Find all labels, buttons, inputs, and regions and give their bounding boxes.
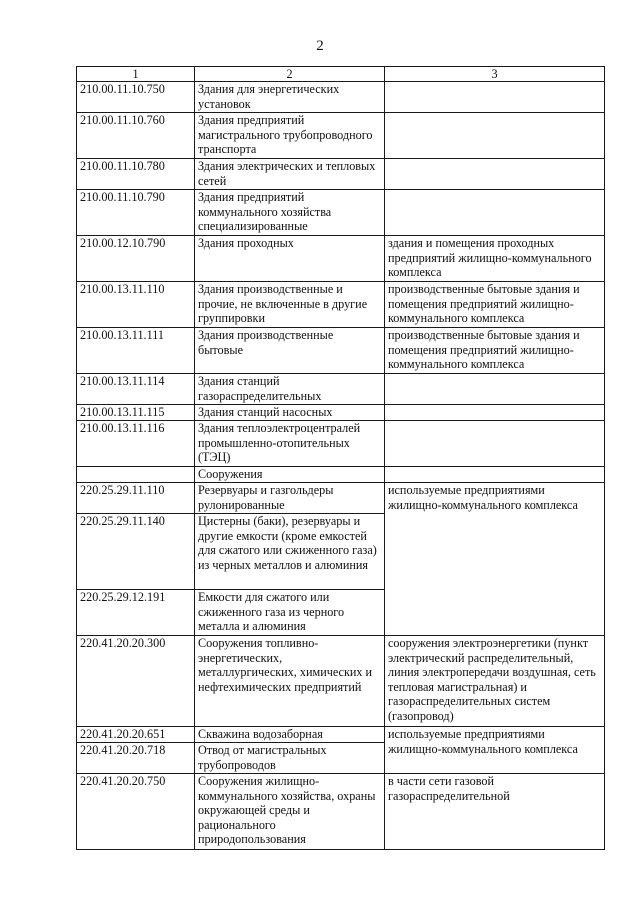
row-desc: сооружения электроэнергетики (пункт электрический распределительный, линия электропередачи воздушная, сеть тепловая магистральная) и газораспределительных систем (газопровод) <box>385 636 605 727</box>
row-name: Здания производственные и прочие, не включенные в другие группировки <box>195 282 385 328</box>
row-code <box>77 467 195 483</box>
row-desc-merged: используемые предприятиями жилищно-коммунального комплекса <box>385 727 605 774</box>
table-row <box>77 421 605 467</box>
row-desc <box>385 374 605 405</box>
row-code: 210.00.13.11.116 <box>77 421 195 467</box>
row-name: Здания электрических и тепловых сетей <box>195 159 385 190</box>
row-code: 220.25.29.11.140 <box>77 514 195 590</box>
row-name: Сооружения жилищно-коммунального хозяйства, охраны окружающей среды и рационального природопользования <box>195 774 385 850</box>
row-name: Скважина водозаборная <box>195 727 385 743</box>
row-code: 210.00.13.11.111 <box>77 328 195 374</box>
row-desc-merged: используемые предприятиями жилищно-коммунального комплекса <box>385 483 605 636</box>
table-row <box>77 82 605 113</box>
row-desc: здания и помещения проходных предприятий жилищно-коммунального комплекса <box>385 236 605 282</box>
column-header-2: 2 <box>195 67 385 82</box>
row-desc: в части сети газовой газораспределительной <box>385 774 605 850</box>
row-name: Здания станций насосных <box>195 405 385 421</box>
row-name: Здания теплоэлектроцентралей промышленно-отопительных (ТЭЦ) <box>195 421 385 467</box>
row-code: 210.00.11.10.790 <box>77 190 195 236</box>
row-code: 220.25.29.11.110 <box>77 483 195 514</box>
row-code: 210.00.11.10.750 <box>77 82 195 113</box>
row-code: 220.41.20.20.718 <box>77 743 195 774</box>
row-name: Емкости для сжатого или сжиженного газа из черного металла и алюминия <box>195 590 385 636</box>
table-row <box>77 405 605 421</box>
row-name: Здания предприятий коммунального хозяйства специализированные <box>195 190 385 236</box>
row-code: 210.00.12.10.790 <box>77 236 195 282</box>
row-code: 210.00.11.10.760 <box>77 113 195 159</box>
table-row <box>77 159 605 190</box>
row-name: Цистерны (баки), резервуары и другие емкости (кроме емкостей для сжатого или сжиженного газа) из черных металлов и алюминия <box>195 514 385 590</box>
table-row <box>77 190 605 236</box>
table-row <box>77 282 605 328</box>
table-row <box>77 727 605 743</box>
table-header-row <box>77 67 605 82</box>
row-code: 210.00.13.11.114 <box>77 374 195 405</box>
row-code: 210.00.11.10.780 <box>77 159 195 190</box>
row-desc <box>385 405 605 421</box>
row-desc <box>385 190 605 236</box>
row-code: 220.41.20.20.750 <box>77 774 195 850</box>
row-code: 210.00.13.11.115 <box>77 405 195 421</box>
row-desc: производственные бытовые здания и помещения предприятий жилищно-коммунального комплекса <box>385 328 605 374</box>
table-row <box>77 636 605 727</box>
row-desc <box>385 82 605 113</box>
row-name: Здания проходных <box>195 236 385 282</box>
column-header-3: 3 <box>385 67 605 82</box>
row-code: 220.41.20.20.300 <box>77 636 195 727</box>
row-name: Здания станций газораспределительных <box>195 374 385 405</box>
table-row <box>77 483 605 514</box>
row-name: Здания производственные бытовые <box>195 328 385 374</box>
table-row <box>77 374 605 405</box>
row-code: 210.00.13.11.110 <box>77 282 195 328</box>
row-desc <box>385 467 605 483</box>
row-name: Резервуары и газгольдеры рулонированные <box>195 483 385 514</box>
row-name: Сооружения топливно-энергетических, металлургических, химических и нефтехимических предприятий <box>195 636 385 727</box>
row-name: Здания предприятий магистрального трубопроводного транспорта <box>195 113 385 159</box>
row-name: Здания для энергетических установок <box>195 82 385 113</box>
table-row <box>77 774 605 850</box>
table-row-section <box>77 467 605 483</box>
page-number: 2 <box>316 38 324 54</box>
table-row <box>77 113 605 159</box>
column-header-1: 1 <box>77 67 195 82</box>
table-row <box>77 236 605 282</box>
row-desc <box>385 159 605 190</box>
row-desc <box>385 113 605 159</box>
row-desc <box>385 421 605 467</box>
classification-table <box>76 66 605 850</box>
row-code: 220.25.29.12.191 <box>77 590 195 636</box>
table-row <box>77 328 605 374</box>
row-desc: производственные бытовые здания и помещения предприятий жилищно-коммунального комплекса <box>385 282 605 328</box>
row-name: Отвод от магистральных трубопроводов <box>195 743 385 774</box>
section-title: Сооружения <box>195 467 385 483</box>
row-code: 220.41.20.20.651 <box>77 727 195 743</box>
